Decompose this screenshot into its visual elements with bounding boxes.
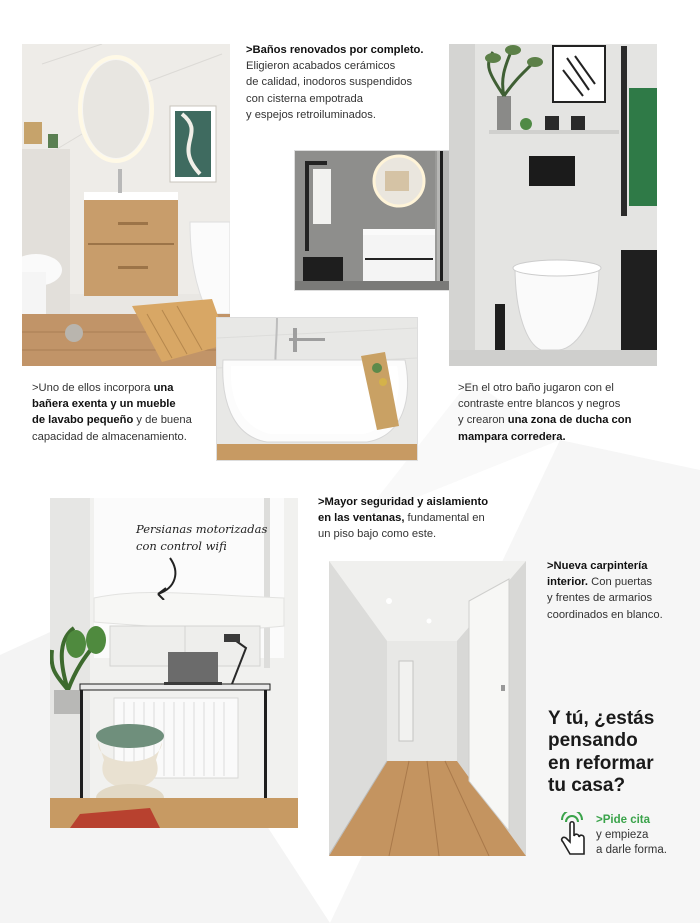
caption-carpentry (547, 558, 697, 623)
caption-line: un piso bajo como este. (318, 528, 437, 541)
caption-renovated-bathrooms-title: >Baños renovados por completo. (246, 44, 424, 56)
cta-book-appointment[interactable] (596, 813, 667, 858)
photo-bathroom-suspended-toilet (449, 44, 657, 366)
caption-line: >Uno de ellos incorpora (32, 382, 154, 394)
caption-line: Eligieron acabados cerámicos (246, 60, 396, 73)
caption-bold: una zona de ducha con (507, 414, 632, 427)
photo-hallway (329, 561, 526, 856)
caption-bold: de lavabo pequeño (32, 414, 134, 427)
handnote-line: con control wifi (136, 538, 227, 553)
caption-bold: en las ventanas, (318, 512, 405, 525)
headline-line: en reformar (548, 752, 654, 774)
caption-renovated-bathrooms (246, 42, 446, 123)
cta-link[interactable]: >Pide cita (596, 814, 651, 826)
caption-bold: >Mayor seguridad y aislamiento (318, 496, 489, 508)
handnote-line: Persianas motorizadas (136, 522, 268, 536)
caption-bold: una (153, 382, 174, 394)
caption-bathtub (32, 380, 222, 445)
caption-bold: interior. (547, 576, 589, 589)
caption-bold: bañera exenta y un mueble (32, 398, 176, 411)
caption-line: capacidad de almacenamiento. (32, 430, 187, 443)
tap-hand-icon[interactable] (556, 812, 588, 858)
caption-line: y frentes de armarios (547, 592, 653, 605)
curved-arrow-icon (148, 556, 182, 600)
caption-line: y crearon (458, 414, 508, 427)
headline-line: Y tú, ¿estás (548, 708, 655, 729)
headline-line: tu casa? (548, 775, 626, 797)
headline-question (548, 708, 688, 798)
photo-freestanding-bathtub (216, 317, 418, 461)
caption-line: y de buena (133, 414, 192, 427)
caption-windows (318, 494, 518, 543)
caption-line: >En el otro baño jugaron con el (458, 382, 614, 394)
caption-line: con cisterna empotrada (246, 92, 363, 105)
handwritten-note-blinds (136, 521, 267, 554)
caption-bold: >Nueva carpintería (547, 560, 648, 572)
caption-line: de calidad, inodoros suspendidos (246, 76, 413, 89)
caption-line: contraste entre blancos y negros (458, 398, 621, 411)
photo-bathroom-mirror-vanity (22, 44, 230, 366)
caption-shower (458, 380, 658, 445)
cta-line: y empieza (596, 828, 649, 841)
caption-line: Con puertas (588, 576, 653, 589)
cta-line: a darle forma. (596, 843, 667, 856)
caption-bold: mampara corredera. (458, 430, 566, 443)
caption-line: fundamental en (404, 512, 485, 525)
caption-line: coordinados en blanco. (547, 608, 663, 621)
headline-line: pensando (548, 730, 638, 752)
caption-line: y espejos retroiluminados. (246, 108, 376, 121)
